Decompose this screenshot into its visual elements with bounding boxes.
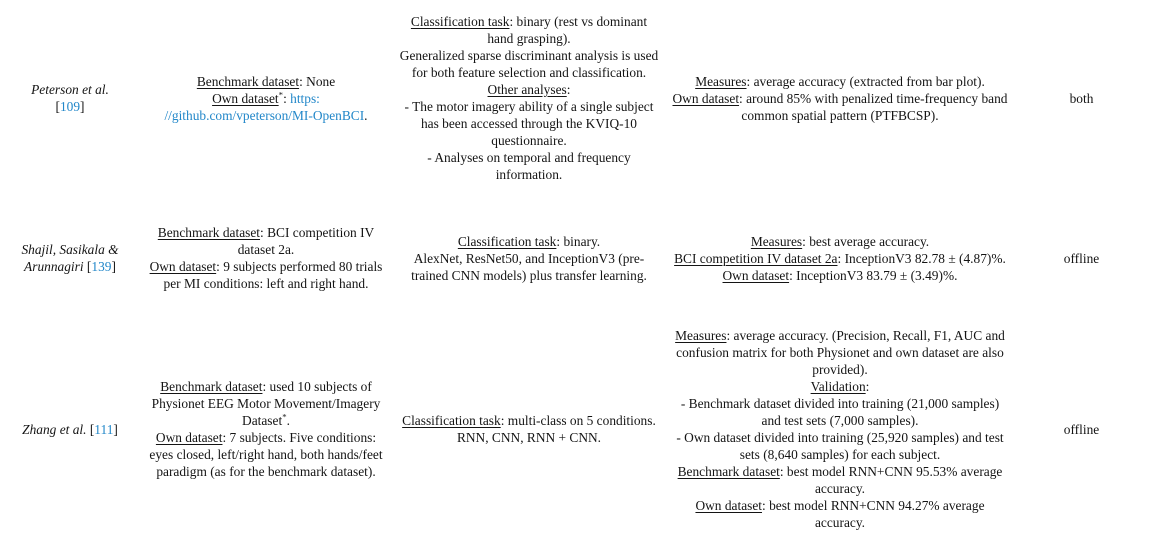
text-block bbox=[5, 258, 135, 275]
author-name: Shajil, Sasikala & bbox=[21, 242, 119, 257]
text-block bbox=[5, 98, 135, 115]
cell-dataset-info bbox=[140, 0, 392, 196]
underlined-label: Own dataset bbox=[155, 430, 223, 445]
text-run: : bbox=[566, 82, 571, 97]
text-run: AlexNet, ResNet50, and InceptionV3 (pre-trained CNN models) plus transfer learning. bbox=[411, 250, 647, 283]
table-row bbox=[0, 320, 1149, 538]
text-run: offline bbox=[1063, 250, 1100, 266]
text-run: [ bbox=[86, 421, 95, 437]
text-run: : used 10 subjects of Physionet EEG Motor Movement/Imagery Dataset bbox=[151, 379, 381, 428]
text-run: ] bbox=[111, 259, 116, 274]
text-block bbox=[145, 378, 387, 429]
text-run: : bbox=[283, 90, 291, 106]
cell-study-citation bbox=[0, 196, 140, 320]
text-run: both bbox=[1069, 90, 1094, 106]
cell-mode bbox=[1014, 196, 1149, 320]
cell-mode bbox=[1014, 320, 1149, 538]
text-run: : 9 subjects performed 80 trials per MI conditions: left and right hand. bbox=[163, 259, 383, 291]
footnote-asterisk: * bbox=[282, 411, 287, 422]
text-block bbox=[671, 395, 1009, 429]
text-run: - The motor imagery ability of a single subject has been accessed through the KVIQ-10 questionnaire. bbox=[404, 99, 654, 148]
text-run: : multi-class on 5 conditions. bbox=[500, 413, 656, 428]
cell-study-citation bbox=[0, 320, 140, 538]
text-block bbox=[397, 47, 661, 81]
text-run: [ bbox=[83, 259, 92, 274]
author-name: Peterson et al. bbox=[31, 82, 109, 97]
text-block bbox=[671, 327, 1009, 378]
cell-study-citation bbox=[0, 0, 140, 196]
cell-measures-results bbox=[666, 196, 1014, 320]
text-block bbox=[1019, 90, 1144, 107]
cell-classification-task bbox=[392, 196, 666, 320]
text-block bbox=[5, 421, 135, 438]
text-run: : average accuracy. (Precision, Recall, F1, AUC and confusion matrix for both Physionet and own dataset are also provided). bbox=[676, 328, 1005, 377]
text-block bbox=[671, 90, 1009, 124]
cell-mode bbox=[1014, 0, 1149, 196]
cell-measures-results bbox=[666, 320, 1014, 538]
author-name: Arunnagiri bbox=[24, 259, 84, 274]
text-block bbox=[397, 429, 661, 446]
text-block bbox=[5, 81, 135, 98]
text-block bbox=[397, 149, 661, 183]
text-block bbox=[397, 98, 661, 149]
underlined-label: Benchmark dataset bbox=[196, 73, 300, 89]
text-run: - Benchmark dataset divided into training (21,000 samples) and test sets (7,000 samples). bbox=[680, 396, 1000, 428]
text-block bbox=[671, 233, 1009, 250]
underlined-label: Own dataset bbox=[722, 267, 790, 283]
text-run: : InceptionV3 83.79 ± (3.49)%. bbox=[789, 267, 958, 283]
underlined-label: BCI competition IV dataset 2a bbox=[674, 250, 838, 266]
text-run: : None bbox=[299, 73, 336, 89]
underlined-label: Own dataset bbox=[212, 90, 279, 106]
text-run: : 7 subjects. Five conditions: eyes closed, left/right hand, both hands/feet paradigm (as for the benchmark dataset). bbox=[149, 430, 383, 479]
author-name: Zhang et al. bbox=[22, 421, 87, 437]
cell-classification-task bbox=[392, 320, 666, 538]
underlined-label: Benchmark dataset bbox=[677, 464, 780, 479]
citation-link[interactable]: 109 bbox=[59, 99, 81, 114]
text-block bbox=[397, 412, 661, 429]
underlined-label: Classification task bbox=[410, 14, 510, 29]
text-block bbox=[671, 497, 1009, 531]
text-run: ] bbox=[80, 99, 85, 114]
cell-dataset-info bbox=[140, 196, 392, 320]
text-block bbox=[145, 224, 387, 258]
text-run: ] bbox=[113, 421, 118, 437]
text-run: - Analyses on temporal and frequency information. bbox=[427, 150, 631, 182]
text-run: : around 85% with penalized time-frequency band common spatial pattern (PTFBCSP). bbox=[739, 90, 1008, 123]
text-block bbox=[145, 90, 387, 124]
underlined-label: Classification task bbox=[457, 233, 557, 249]
text-block bbox=[671, 378, 1009, 395]
text-run: : BCI competition IV dataset 2a. bbox=[237, 225, 375, 257]
text-block bbox=[671, 73, 1009, 90]
text-block bbox=[145, 73, 387, 90]
text-block bbox=[1019, 250, 1144, 267]
text-block bbox=[397, 13, 661, 47]
text-run: : InceptionV3 82.78 ± (4.87)%. bbox=[837, 250, 1006, 266]
text-block bbox=[671, 463, 1009, 497]
text-block bbox=[397, 81, 661, 98]
underlined-label: Other analyses bbox=[487, 82, 567, 97]
cell-measures-results bbox=[666, 0, 1014, 196]
text-run: . bbox=[286, 413, 290, 428]
text-run: : best average accuracy. bbox=[802, 233, 930, 249]
text-run: : best model RNN+CNN 94.27% average accuracy. bbox=[762, 498, 985, 530]
text-run: [ bbox=[55, 99, 60, 114]
text-block bbox=[145, 429, 387, 480]
text-run: . bbox=[364, 107, 368, 123]
cell-dataset-info bbox=[140, 320, 392, 538]
table-row bbox=[0, 196, 1149, 320]
text-block bbox=[1019, 421, 1144, 438]
dataset-url-link[interactable]: https: bbox=[290, 90, 320, 106]
underlined-label: Measures bbox=[750, 233, 803, 249]
dataset-url-link[interactable]: //github.com/vpeterson/MI-OpenBCI bbox=[164, 107, 365, 123]
underlined-label: Classification task bbox=[402, 413, 501, 428]
table-row bbox=[0, 0, 1149, 196]
text-block bbox=[671, 250, 1009, 267]
text-block bbox=[671, 267, 1009, 284]
underlined-label: Own dataset bbox=[672, 90, 740, 106]
text-block bbox=[5, 241, 135, 258]
text-run: : best model RNN+CNN 95.53% average accuracy. bbox=[779, 464, 1003, 496]
text-run: : binary (rest vs dominant hand grasping). bbox=[487, 14, 648, 46]
text-run: RNN, CNN, RNN + CNN. bbox=[456, 430, 602, 445]
text-run: : binary. bbox=[556, 233, 601, 249]
text-run: - Own dataset divided into training (25,920 samples) and test sets (8,640 samples) for each subject. bbox=[676, 430, 1004, 462]
text-block bbox=[145, 258, 387, 292]
underlined-label: Measures bbox=[695, 73, 747, 89]
text-run: Generalized sparse discriminant analysis is used for both feature selection and classification. bbox=[399, 48, 659, 80]
footnote-asterisk: * bbox=[278, 89, 284, 100]
text-block bbox=[397, 233, 661, 250]
underlined-label: Own dataset bbox=[149, 259, 217, 274]
underlined-label: Own dataset bbox=[695, 498, 763, 513]
citation-link[interactable]: 139 bbox=[91, 259, 112, 274]
underlined-label: Validation bbox=[810, 379, 866, 394]
underlined-label: Benchmark dataset bbox=[160, 379, 263, 394]
cell-classification-task bbox=[392, 0, 666, 196]
text-run: offline bbox=[1063, 421, 1100, 437]
underlined-label: Benchmark dataset bbox=[157, 225, 261, 240]
citation-link[interactable]: 111 bbox=[94, 421, 114, 437]
text-run: : bbox=[865, 379, 870, 394]
text-block bbox=[397, 250, 661, 284]
underlined-label: Measures bbox=[675, 328, 727, 343]
text-run: : average accuracy (extracted from bar plot). bbox=[746, 73, 985, 89]
text-block bbox=[671, 429, 1009, 463]
